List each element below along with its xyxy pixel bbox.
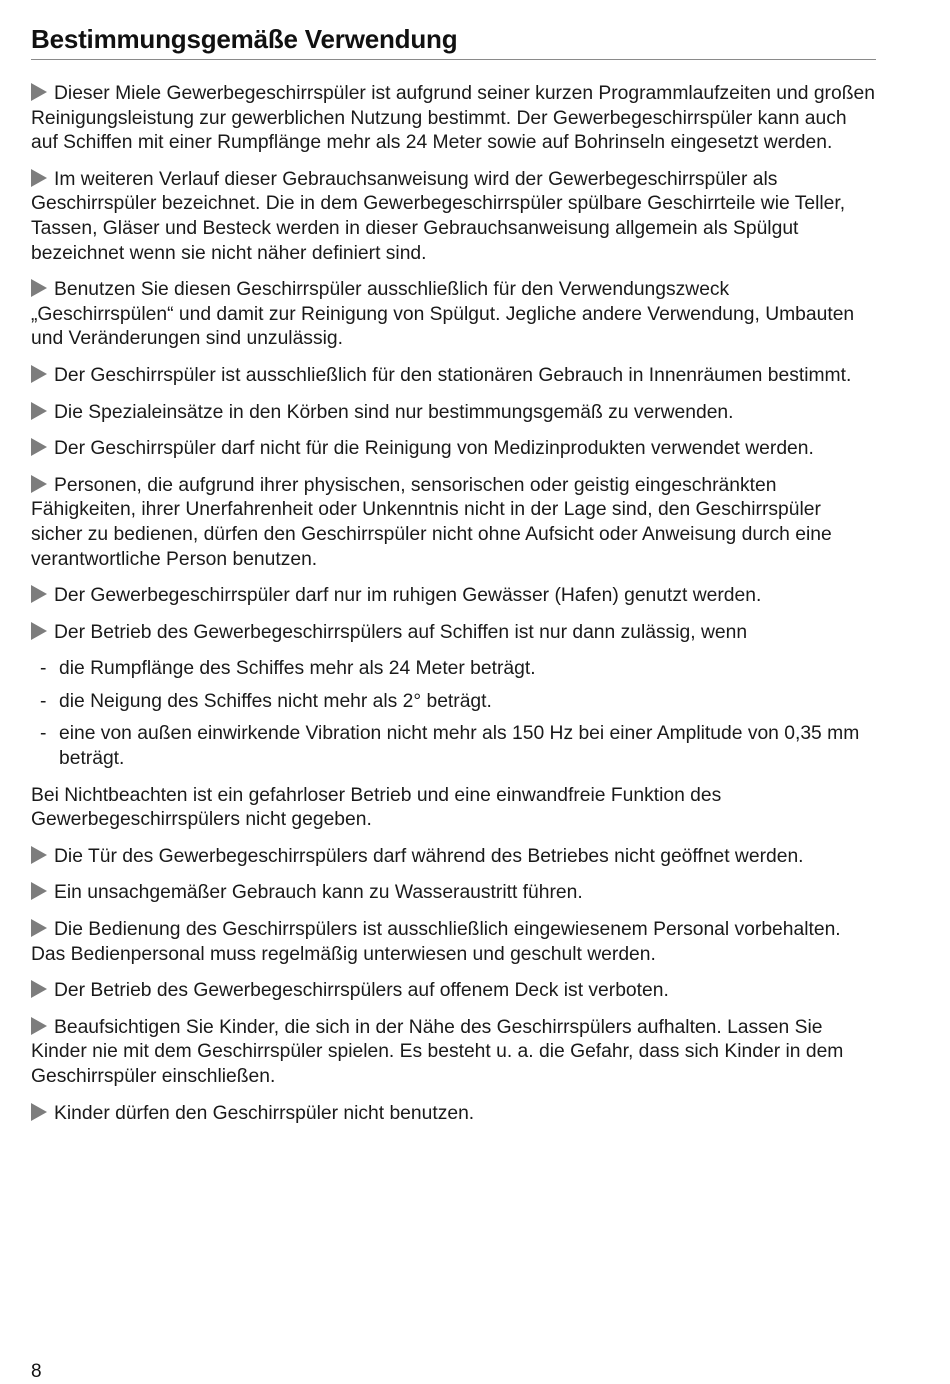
- bullet-text: Ein unsachgemäßer Gebrauch kann zu Wasseraustritt führen.: [54, 882, 583, 904]
- list-item: [31, 690, 876, 715]
- triangle-right-icon: [31, 438, 47, 456]
- bullet-paragraph: [31, 584, 876, 609]
- bullet-text: Der Betrieb des Gewerbegeschirrspülers auf Schiffen ist nur dann zulässig, wenn: [54, 621, 748, 643]
- triangle-right-icon: [31, 882, 47, 900]
- triangle-right-icon: [31, 622, 47, 640]
- bullet-text: Die Tür des Gewerbegeschirrspülers darf während des Betriebes nicht geöffnet werden.: [54, 845, 804, 867]
- bullet-paragraph: [31, 278, 876, 352]
- dash-marker: -: [40, 658, 47, 680]
- list-item: [31, 657, 876, 682]
- triangle-right-icon: [31, 980, 47, 998]
- triangle-right-icon: [31, 846, 47, 864]
- triangle-right-icon: [31, 1103, 47, 1121]
- bullet-paragraph: [31, 364, 876, 389]
- triangle-right-icon: [31, 402, 47, 420]
- bullet-text: Der Gewerbegeschirrspüler darf nur im ruhigen Gewässer (Hafen) genutzt werden.: [54, 585, 762, 607]
- bullet-text: Kinder dürfen den Geschirrspüler nicht benutzen.: [54, 1102, 475, 1124]
- triangle-right-icon: [31, 83, 47, 101]
- bullet-list-primary: [31, 82, 876, 645]
- bullet-paragraph: [31, 437, 876, 462]
- bullet-text: Benutzen Sie diesen Geschirrspüler ausschließlich für den Verwendungszweck „Geschirrspülen“ und damit zur Reinigung von Spülgut. Jegliche andere Verwendung, Umbauten und Veränderungen sind unzulässig.: [31, 279, 855, 350]
- bullet-paragraph: [31, 918, 876, 967]
- bullet-paragraph: [31, 621, 876, 646]
- triangle-right-icon: [31, 919, 47, 937]
- triangle-right-icon: [31, 365, 47, 383]
- bullet-paragraph: [31, 881, 876, 906]
- page-number: 8: [31, 1361, 42, 1382]
- dash-marker: -: [40, 690, 47, 712]
- triangle-right-icon: [31, 1017, 47, 1035]
- document-page: [31, 0, 876, 1138]
- bullet-paragraph: [31, 1102, 876, 1127]
- bullet-text: Personen, die aufgrund ihrer physischen, sensorischen oder geistig eingeschränkten Fähigkeiten, ihrer Unerfahrenheit oder Unkenntnis nicht in der Lage sind, den Geschirrspüler sicher zu bedienen, dürfen den Geschirrspüler nicht ohne Aufsicht oder Anweisung durch eine verantwortliche Person benutzen.: [31, 474, 832, 570]
- note-paragraph: Bei Nichtbeachten ist ein gefahrloser Betrieb und eine einwandfreie Funktion des Gewerbegeschirrspülers nicht gegeben.: [31, 784, 722, 831]
- bullet-list-secondary: [31, 845, 876, 1126]
- document-body: [31, 82, 876, 1126]
- list-item-text: die Rumpflänge des Schiffes mehr als 24 Meter beträgt.: [59, 658, 536, 680]
- bullet-text: Im weiteren Verlauf dieser Gebrauchsanweisung wird der Gewerbegeschirrspüler als Geschirrspüler bezeichnet. Die in dem Gewerbegeschirrspüler spülbare Geschirrteile wie Teller, Tassen, Gläser und Besteck werden in dieser Gebrauchsanweisung allgemein als Spülgut bezeichnet wenn sie nicht näher definiert sind.: [31, 168, 846, 264]
- bullet-text: Beaufsichtigen Sie Kinder, die sich in der Nähe des Geschirrspülers aufhalten. Lassen Sie Kinder nie mit dem Geschirrspüler spielen. Es besteht u. a. die Gefahr, dass sich Kinder in dem Geschirrspüler einschließen.: [31, 1016, 844, 1087]
- bullet-paragraph: [31, 168, 876, 266]
- bullet-paragraph: [31, 845, 876, 870]
- triangle-right-icon: [31, 279, 47, 297]
- bullet-paragraph: [31, 979, 876, 1004]
- list-item-text: die Neigung des Schiffes nicht mehr als 2° beträgt.: [59, 690, 492, 712]
- page-title: Bestimmungsgemäße Verwendung: [31, 24, 458, 54]
- bullet-text: Dieser Miele Gewerbegeschirrspüler ist aufgrund seiner kurzen Programmlaufzeiten und großen Reinigungsleistung zur gewerblichen Nutzung bestimmt. Der Gewerbegeschirrspüler kann auch auf Schiffen mit einer Rumpflänge mehr als 24 Meter sowie auf Bohrinseln eingesetzt werden.: [31, 83, 875, 154]
- dash-marker: -: [40, 723, 47, 745]
- bullet-text: Die Spezialeinsätze in den Körben sind nur bestimmungsgemäß zu verwenden.: [54, 401, 734, 423]
- bullet-paragraph: [31, 474, 876, 572]
- bullet-text: Der Betrieb des Gewerbegeschirrspülers auf offenem Deck ist verboten.: [54, 980, 669, 1002]
- bullet-text: Die Bedienung des Geschirrspülers ist ausschließlich eingewiesenem Personal vorbehalten. Das Bedienpersonal muss regelmäßig unterwiesen und geschult werden.: [31, 919, 841, 965]
- bullet-text: Der Geschirrspüler darf nicht für die Reinigung von Medizinprodukten verwendet werden.: [54, 438, 814, 460]
- bullet-paragraph: [31, 401, 876, 426]
- title-divider: [31, 59, 876, 60]
- bullet-text: Der Geschirrspüler ist ausschließlich für den stationären Gebrauch in Innenräumen bestimmt.: [54, 364, 852, 386]
- bullet-paragraph: [31, 82, 876, 156]
- condition-list: [31, 657, 876, 771]
- triangle-right-icon: [31, 475, 47, 493]
- list-item-text: eine von außen einwirkende Vibration nicht mehr als 150 Hz bei einer Amplitude von 0,35 mm beträgt.: [59, 723, 860, 770]
- triangle-right-icon: [31, 169, 47, 187]
- list-item: [31, 722, 876, 771]
- triangle-right-icon: [31, 585, 47, 603]
- bullet-paragraph: [31, 1016, 876, 1090]
